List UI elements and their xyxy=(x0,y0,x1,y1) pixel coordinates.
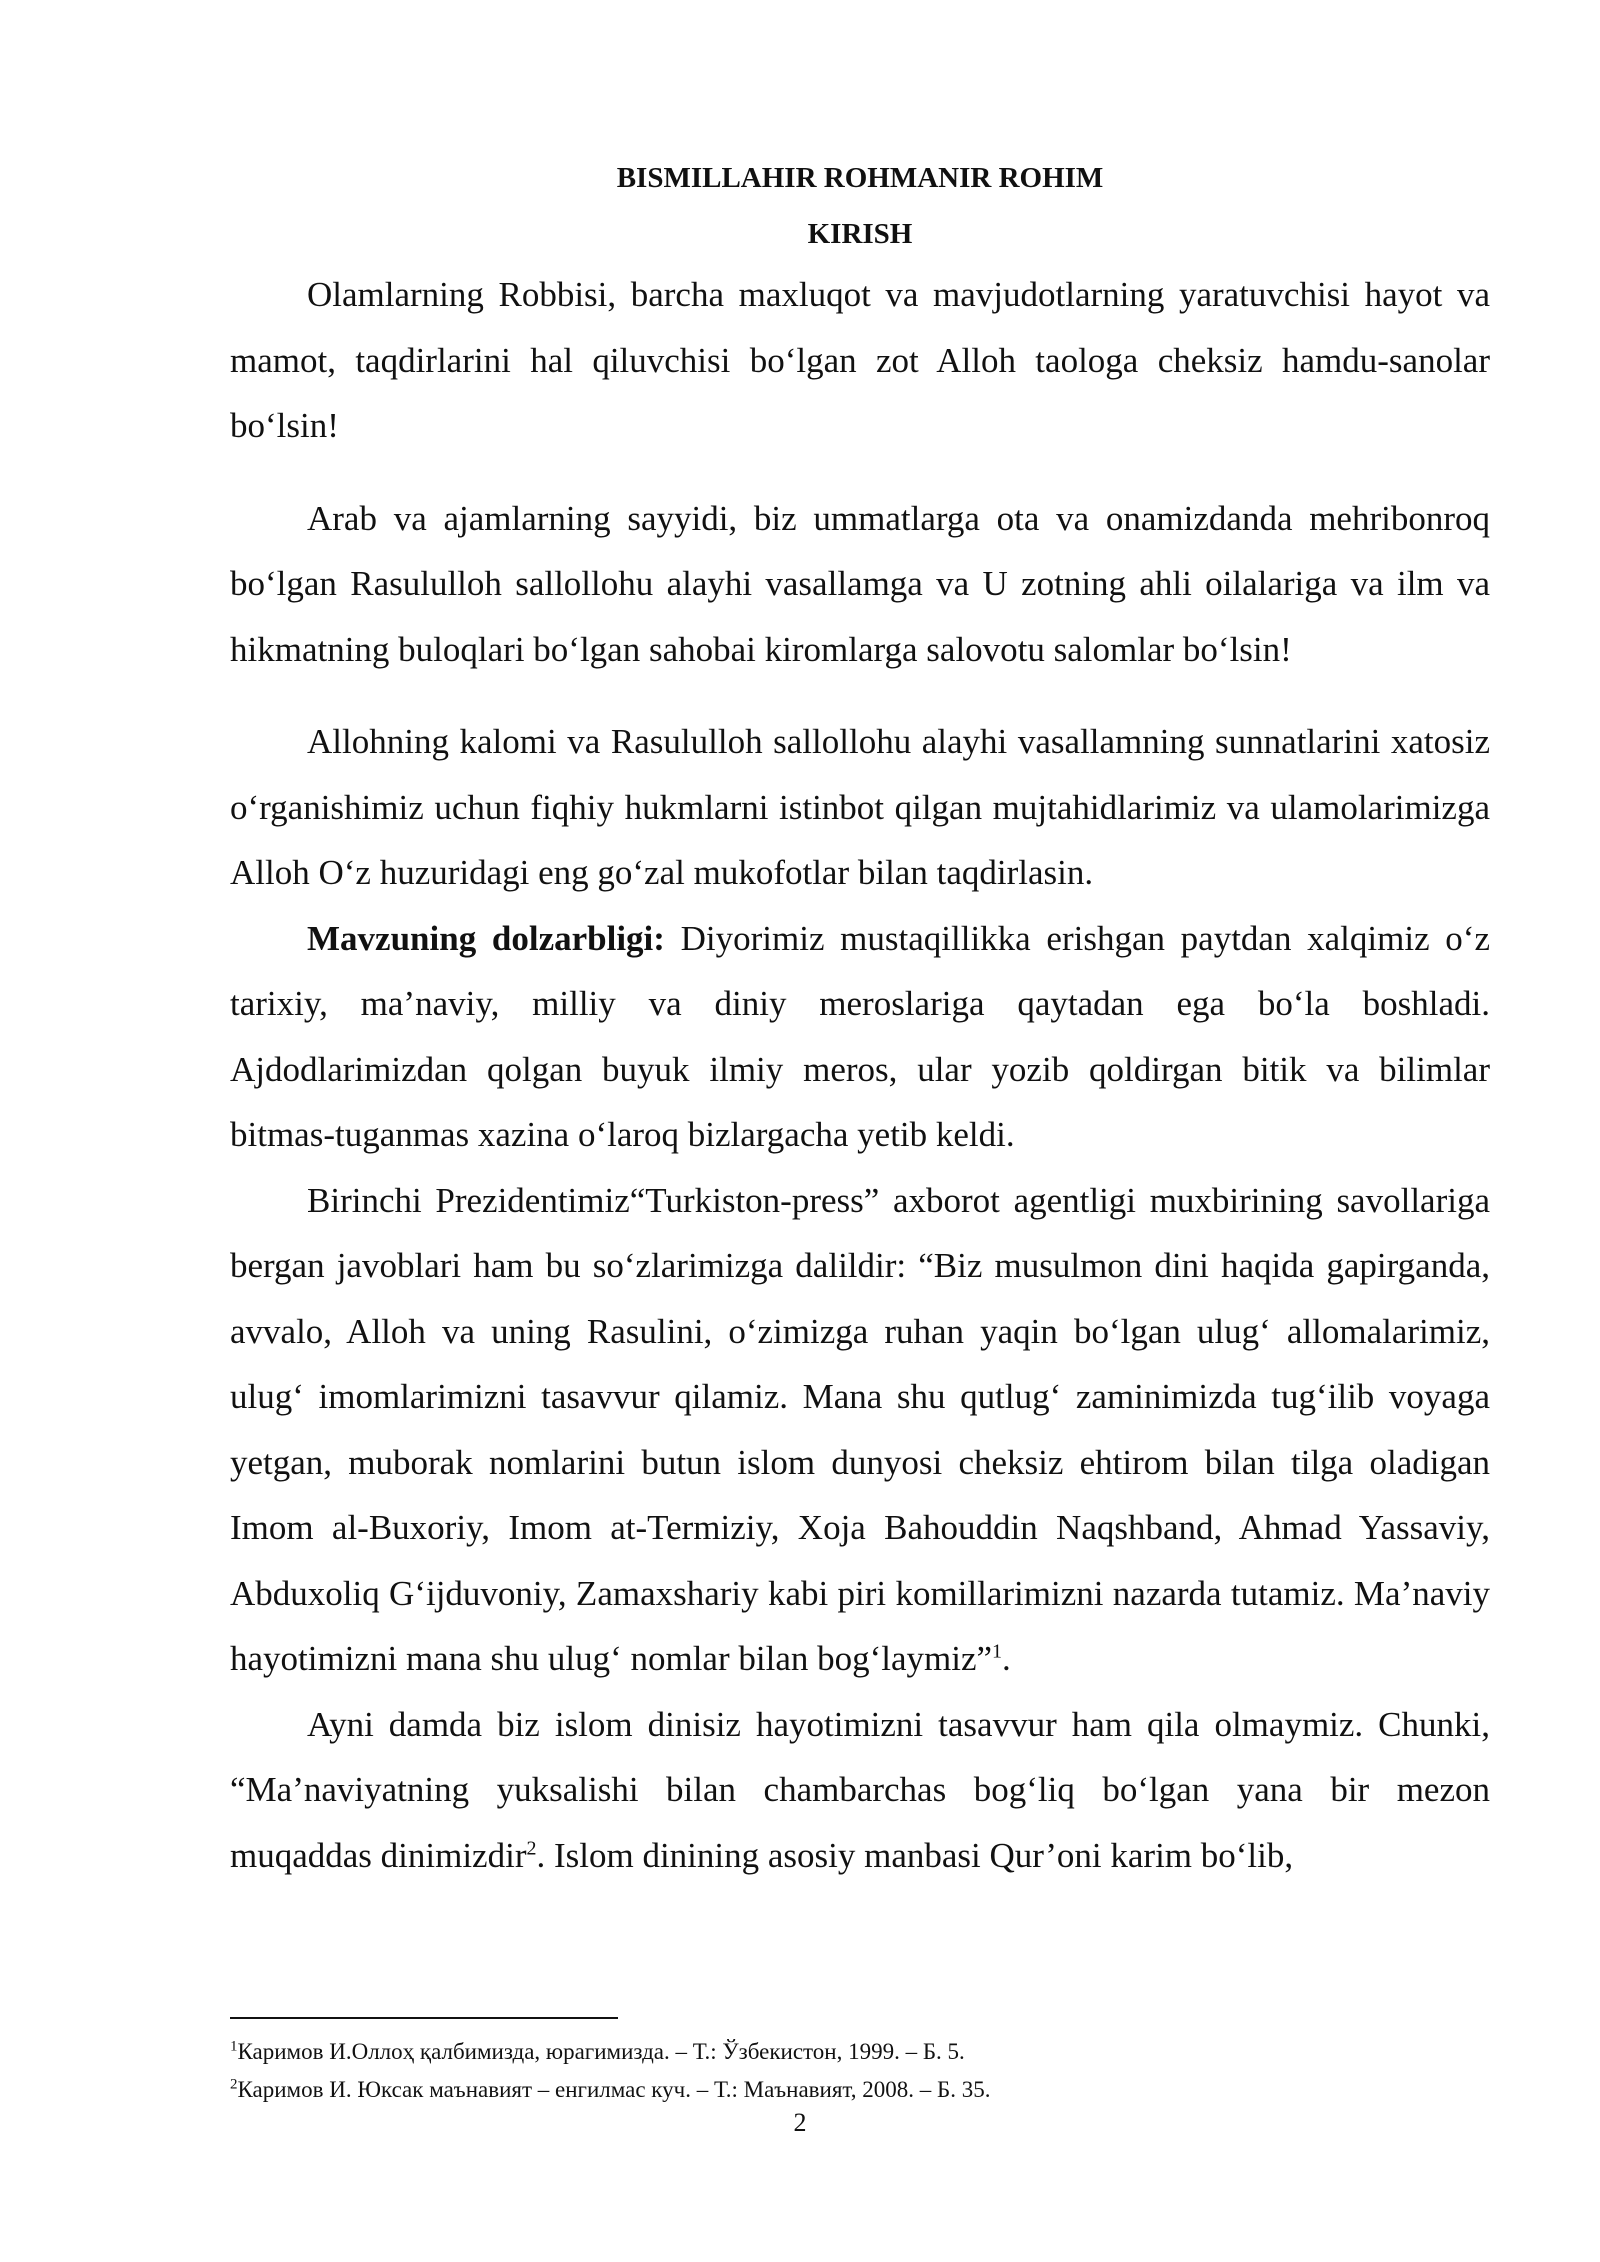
page-number: 2 xyxy=(793,2108,807,2137)
paragraph-5 xyxy=(230,1168,1490,1692)
paragraph-3: Allohning kalomi va Rasululloh sallollohu alayhi vasallamning sunnatlarini xatosiz o‘rganishimiz uchun fiqhiy hukmlarni istinbot qilgan mujtahidlarimiz va ulamolarimizga Alloh O‘z huzuridagi eng go‘zal mukofotlar bilan taqdirlasin. xyxy=(230,722,1490,892)
footnote-ref-1[interactable]: 1 xyxy=(992,1640,1003,1663)
paragraph-4 xyxy=(230,906,1490,1168)
footnote-1-number: 1 xyxy=(230,2038,238,2055)
paragraph-1: Olamlarning Robbisi, barcha maxluqot va mavjudotlarning yaratuvchisi hayot va mamot, taqdirlarini hal qiluvchisi bo‘lgan zot Alloh taologa cheksiz hamdu-sanolar bo‘lsin! xyxy=(230,275,1490,445)
footnote-ref-2[interactable]: 2 xyxy=(526,1836,537,1859)
paragraph-4-text: Diyorimiz mustaqillikka erishgan paytdan xalqimiz o‘z tarixiy, ma’naviy, milliy va diniy meroslariga qaytadan ega bo‘la boshladi. Ajdodlarimizdan qolgan buyuk ilmiy meros, ular yozib qoldirgan bitik va bilimlar bitmas-tuganmas xazina o‘laroq bizlargacha yetib keldi. xyxy=(230,918,1490,1154)
footnotes xyxy=(230,2033,1490,2109)
footnote-separator xyxy=(230,2017,618,2019)
topic-relevance-label: Mavzuning dolzarbligi: xyxy=(307,918,665,958)
paragraph-6-text: Ayni damda biz islom dinisiz hayotimizni tasavvur ham qila olmaymiz. Chunki, “Ma’naviyatning yuksalishi bilan chambarchas bog‘liq bo‘lgan yana bir mezon muqaddas dinimizdir xyxy=(230,1704,1490,1875)
section-title: KIRISH xyxy=(807,218,913,250)
basmala-heading: BISMILLAHIR ROHMANIR ROHIM xyxy=(616,162,1104,194)
footnote-2 xyxy=(230,2071,1490,2109)
footnote-2-text: Каримов И. Юксак маънавият – енгилмас куч. – Т.: Маънавият, 2008. – Б. 35. xyxy=(237,2077,991,2102)
paragraph-5-end: . xyxy=(1002,1639,1011,1678)
footnote-1-text: Каримов И.Оллоҳ қалбимизда, юрагимизда. – Т.: Ўзбекистон, 1999. – Б. 5. xyxy=(237,2039,965,2064)
paragraph-6 xyxy=(230,1692,1490,1889)
page-body xyxy=(230,150,1490,1888)
footnote-1 xyxy=(230,2033,1490,2071)
footnote-2-number: 2 xyxy=(230,2076,238,2093)
paragraph-2: Arab va ajamlarning sayyidi, biz ummatlarga ota va onamizdanda mehribonroq bo‘lgan Rasululloh sallollohu alayhi vasallamga va U zotning ahli oilalariga va ilm va hikmatning buloqlari bo‘lgan sahobai kiromlarga salovotu salomlar bo‘lsin! xyxy=(230,498,1490,669)
paragraph-5-text: Birinchi Prezidentimiz“Turkiston-press” axborot agentligi muxbirining savollariga bergan javoblari ham bu so‘zlarimizga dalildir: “Biz musulmon dini haqida gapirganda, avvalo, Alloh va uning Rasulini, o‘zimizga ruhan yaqin bo‘lgan ulug‘ allomalarimiz, ulug‘ imomlarimizni tasavvur qilamiz. Mana shu qutlug‘ zaminimizda tug‘ilib voyaga yetgan, muborak nomlarini butun islom dunyosi cheksiz ehtirom bilan tilga oladigan Imom al-Buxoriy, Imom at-Termiziy, Xoja Bahouddin Naqshband, Ahmad Yassaviy, Abduxoliq G‘ijduvoniy, Zamaxshariy kabi piri komillarimizni nazarda tutamiz. Ma’naviy hayotimizni mana shu ulug‘ nomlar bilan bog‘laymiz” xyxy=(230,1180,1490,1678)
paragraph-6-end: . Islom dinining asosiy manbasi Qur’oni karim bo‘lib, xyxy=(536,1835,1294,1875)
